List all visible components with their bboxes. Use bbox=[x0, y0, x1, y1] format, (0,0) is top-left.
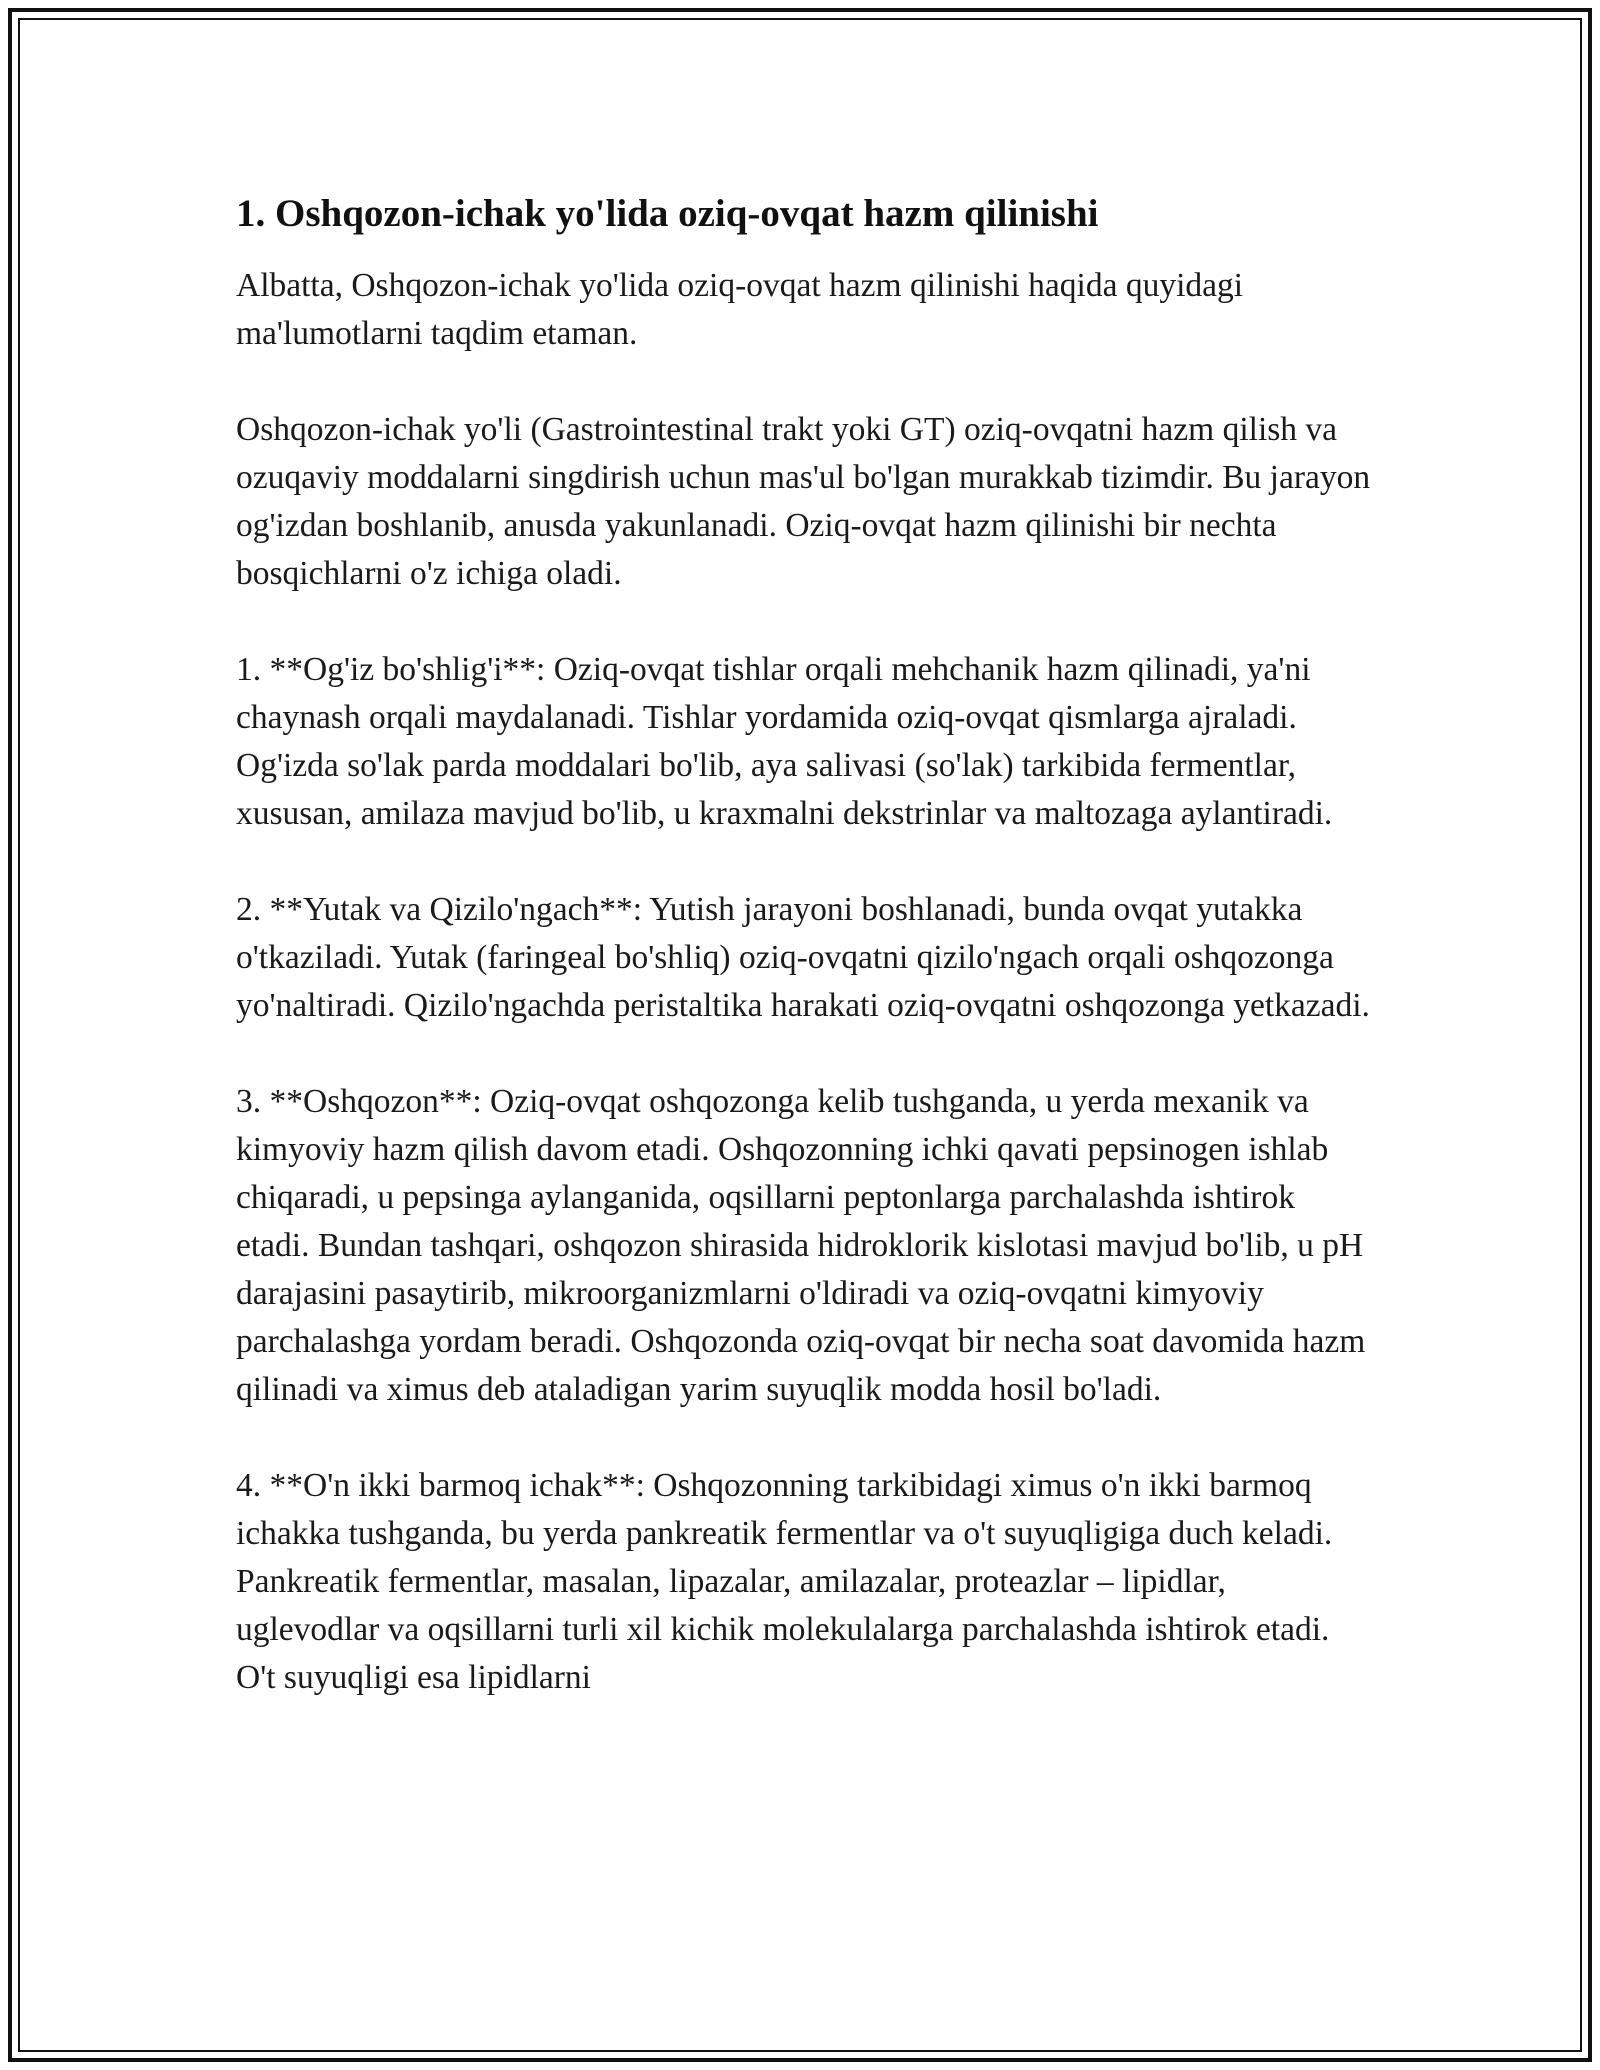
section-stomach: 3. **Oshqozon**: Oziq-ovqat oshqozonga kelib tushganda, u yerda mexanik va kimyoviy hazm qilish davom etadi. Oshqozonning ichki qavati pepsinogen ishlab chiqaradi, u pepsinga aylanganida, oqsillarni peptonlarga parchalashda ishtirok etadi. Bundan tashqari, oshqozon shirasida hidroklorik kislotasi mavjud bo'lib, u pH darajasini pasaytirib, mikroorganizmlarni o'ldiradi va oziq-ovqatni kimyoviy parchalashga yordam beradi. Oshqozonda oziq-ovqat bir necha soat davomida hazm qilinadi va ximus deb ataladigan yarim suyuqlik modda hosil bo'ladi. bbox=[236, 1083, 1366, 1408]
section-oral-cavity: 1. **Og'iz bo'shlig'i**: Oziq-ovqat tishlar orqali mehchanik hazm qilinadi, ya'ni chaynash orqali maydalanadi. Tishlar yordamida oziq-ovqat qismlarga ajraladi. Og'izda so'lak parda moddalari bo'lib, aya salivasi (so'lak) tarkibida fermentlar, xususan, amilaza mavjud bo'lib, u kraxmalni dekstrinlar va maltozaga aylantiradi. bbox=[236, 651, 1333, 832]
document-title: 1. Oshqozon-ichak yo'lida oziq-ovqat hazm qilinishi bbox=[236, 192, 1099, 235]
overview-paragraph: Oshqozon-ichak yo'li (Gastrointestinal trakt yoki GT) oziq-ovqatni hazm qilish va ozuqaviy moddalarni singdirish uchun mas'ul bo'lgan murakkab tizimdir. Bu jarayon og'izdan boshlanib, anusda yakunlanadi. Oziq-ovqat hazm qilinishi bir nechta bosqichlarni o'z ichiga oladi. bbox=[236, 411, 1371, 592]
document-body bbox=[236, 190, 1376, 1702]
intro-paragraph: Albatta, Oshqozon-ichak yo'lida oziq-ovqat hazm qilinishi haqida quyidagi ma'lumotlarni taqdim etaman. bbox=[236, 267, 1244, 352]
section-pharynx-esophagus: 2. **Yutak va Qizilo'ngach**: Yutish jarayoni boshlanadi, bunda ovqat yutakka o'tkaziladi. Yutak (faringeal bo'shliq) oziq-ovqatni qizilo'ngach orqali oshqozonga yo'naltiradi. Qizilo'ngachda peristaltika harakati oziq-ovqatni oshqozonga yetkazadi. bbox=[236, 891, 1370, 1024]
section-duodenum: 4. **O'n ikki barmoq ichak**: Oshqozonning tarkibidagi ximus o'n ikki barmoq ichakka tushganda, bu yerda pankreatik fermentlar va o't suyuqligiga duch keladi. Pankreatik fermentlar, masalan, lipazalar, amilazalar, proteazlar – lipidlar, uglevodlar va oqsillarni turli xil kichik molekulalarga parchalashda ishtirok etadi. O't suyuqligi esa lipidlarni bbox=[236, 1467, 1333, 1696]
